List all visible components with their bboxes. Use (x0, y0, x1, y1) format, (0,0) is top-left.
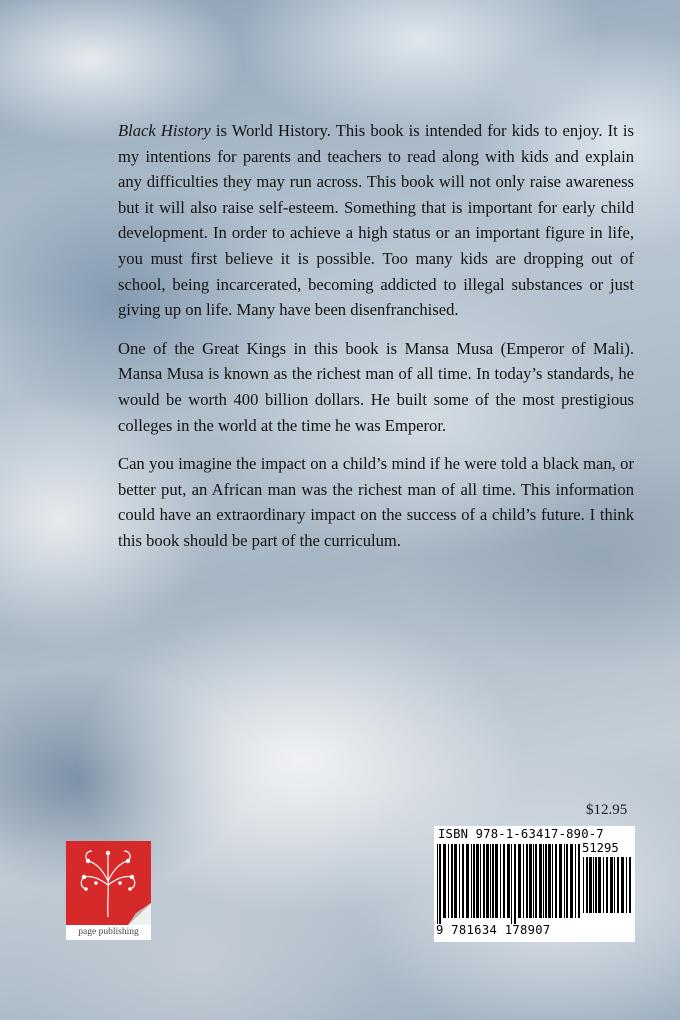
tree-icon (66, 841, 151, 925)
barcode-bar (617, 857, 619, 913)
barcode-bars (436, 844, 580, 924)
isbn-barcode (434, 826, 635, 942)
blurb-italic-title: Black History (118, 121, 211, 140)
barcode-bar (459, 844, 460, 918)
blurb-paragraph-1 (118, 118, 634, 323)
price-label: $12.95 (586, 802, 628, 818)
barcode-bar (621, 857, 624, 913)
barcode-bar (507, 844, 510, 918)
barcode-bar (548, 844, 551, 918)
barcode-bar (443, 844, 446, 918)
barcode-bar (490, 844, 491, 918)
barcode-bar (529, 844, 532, 918)
barcode-bar (535, 844, 537, 918)
publisher-logo-mark (66, 841, 151, 925)
barcode-bar (575, 844, 576, 918)
barcode-bar (451, 844, 453, 918)
barcode-bar (486, 844, 489, 918)
barcode-bar (578, 844, 580, 918)
blurb-text (118, 118, 634, 567)
barcode-bar (603, 857, 604, 913)
barcode-bar (566, 844, 568, 918)
barcode-bar (555, 844, 557, 918)
barcode-bar (543, 844, 544, 918)
barcode-bar (564, 844, 565, 918)
barcode-digits: 9 781634 178907 (436, 923, 551, 937)
publisher-logo (66, 841, 151, 940)
barcode-bar (437, 844, 438, 924)
barcode-addon-digits: 51295 (582, 841, 619, 855)
barcode-bar (511, 844, 512, 924)
barcode-bar (492, 844, 494, 918)
barcode-bar (518, 844, 521, 918)
barcode-bar (483, 844, 485, 918)
barcode-bar (533, 844, 534, 918)
barcode-bar (539, 844, 542, 918)
barcode-bar (526, 844, 528, 918)
barcode-bar (595, 857, 597, 913)
barcode-bar (626, 857, 627, 913)
barcode-bar (480, 844, 481, 918)
barcode-bar (454, 844, 457, 918)
barcode-bar (448, 844, 449, 918)
barcode-bar (466, 844, 469, 918)
barcode-bar (471, 844, 472, 918)
barcode-bar (545, 844, 547, 918)
barcode-bar (586, 857, 588, 913)
blurb-paragraph-1-text: is World History. This book is intended for kids to enjoy. It is my intentions for parents and teachers to read along with kids and explain any difficulties they may run across. This book will not only raise awareness but it will also raise self-esteem. Something that is important for early child development. In order to achieve a high status or an important figure in life, you must first believe it is possible. Too many kids are dropping out of school, being incarcerated, becoming addicted to illegal substances or just giving up on life. Many have been disenfranchised. (118, 121, 634, 320)
barcode-bar (503, 844, 505, 918)
barcode-bar (514, 844, 516, 924)
barcode-bar (552, 844, 553, 918)
barcode-bar (629, 857, 631, 913)
barcode-bar (559, 844, 562, 918)
barcode-bar (439, 844, 441, 924)
barcode-bar (598, 857, 601, 913)
blurb-paragraph-2: One of the Great Kings in this book is Mansa Musa (Emperor of Mali). Mansa Musa is known as the richest man of all time. In today’s standards, he would be worth 400 billion dollars. He built some of the most prestigious colleges in the world at the time he was Emperor. (118, 338, 634, 435)
barcode-bar (476, 844, 479, 918)
barcode-bar (593, 857, 594, 913)
barcode-addon-bars (582, 857, 632, 919)
barcode-bar (583, 857, 584, 913)
isbn-number: ISBN 978-1-63417-890-7 (438, 827, 604, 841)
barcode-bar (589, 857, 592, 913)
publisher-name: page publishing (66, 925, 151, 940)
blurb-paragraph-3: Can you imagine the impact on a child’s mind if he were told a black man, or better put, an African man was the richest man of all time. This information could have an extraordinary impact on the success of a child’s future. I think this book should be part of the curriculum. (118, 454, 634, 550)
barcode-bar (523, 844, 524, 918)
barcode-bar (473, 844, 475, 918)
barcode-bar (606, 857, 608, 913)
barcode-bar (570, 844, 573, 918)
barcode-bar (462, 844, 464, 918)
barcode-bar (500, 844, 501, 918)
barcode-bar (610, 857, 613, 913)
barcode-bar (614, 857, 615, 913)
barcode-bar (495, 844, 498, 918)
